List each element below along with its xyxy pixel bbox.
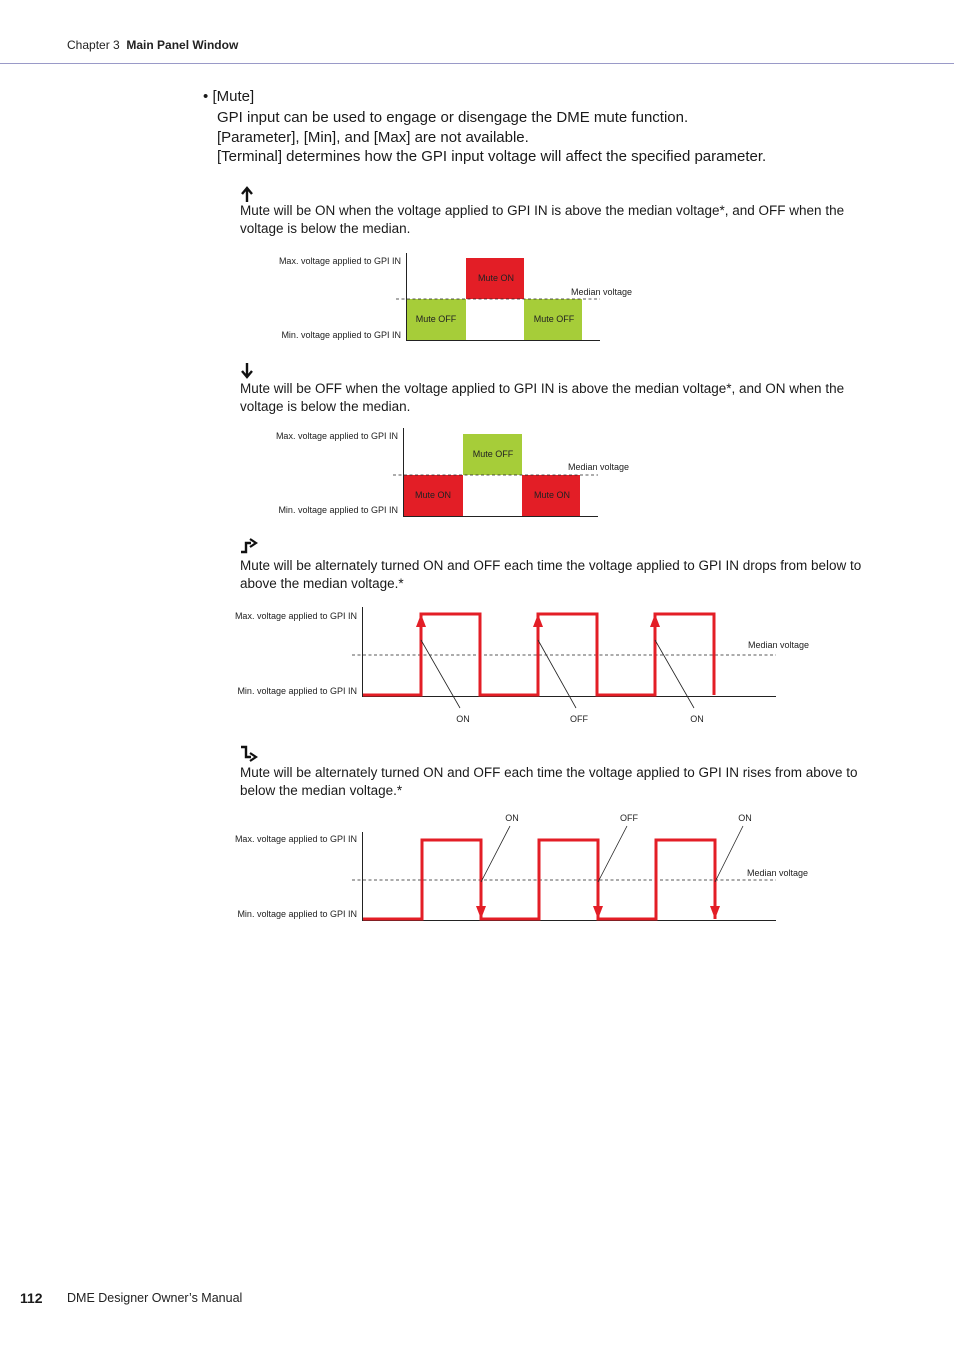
page-number: 112 — [20, 1290, 43, 1306]
min-voltage-label: Min. voltage applied to GPI IN — [278, 505, 398, 515]
callout-line — [481, 826, 510, 882]
parameter-title: [Mute] — [212, 88, 255, 105]
callout-line — [715, 826, 743, 882]
diagram-up — [279, 253, 632, 341]
state-label: ON — [456, 714, 470, 724]
min-voltage-label: Min. voltage applied to GPI IN — [281, 330, 401, 340]
median-voltage-label: Median voltage — [748, 640, 810, 650]
max-voltage-label: Max. voltage applied to GPI IN — [234, 834, 357, 844]
max-voltage-label: Max. voltage applied to GPI IN — [234, 611, 357, 621]
state-label: OFF — [570, 714, 588, 724]
block-label: Mute OFF — [415, 314, 457, 324]
min-voltage-label: Min. voltage applied to GPI IN — [237, 686, 357, 696]
state-label: ON — [505, 813, 519, 823]
callout-line — [655, 640, 694, 708]
max-voltage-label: Max. voltage applied to GPI IN — [278, 256, 401, 266]
median-voltage-label: Median voltage — [571, 287, 633, 297]
chapter-label: Chapter 3 — [67, 38, 120, 52]
bullet-mark: • — [203, 88, 209, 105]
terminal-rising-description: Mute will be alternately turned ON and OFF each time the voltage applied to GPI IN drops from below to above the median voltage.* — [240, 558, 862, 591]
gpi-waveform — [363, 840, 715, 919]
max-voltage-label: Max. voltage applied to GPI IN — [275, 431, 398, 441]
intro-line: [Terminal] determines how the GPI input voltage will affect the specified parameter. — [217, 148, 767, 165]
callout-line — [598, 826, 627, 882]
min-voltage-label: Min. voltage applied to GPI IN — [237, 909, 357, 919]
terminal-down-description: Mute will be OFF when the voltage applied to GPI IN is above the median voltage*, and ON when the voltage is below the median. — [240, 381, 845, 414]
state-label: OFF — [620, 813, 638, 823]
median-voltage-label: Median voltage — [568, 462, 630, 472]
block-label: Mute ON — [533, 490, 571, 500]
section-label: Main Panel Window — [126, 38, 239, 52]
terminal-up-description: Mute will be ON when the voltage applied to GPI IN is above the median voltage*, and OFF when the voltage is below the median. — [240, 203, 845, 236]
block-label: Mute OFF — [533, 314, 575, 324]
state-label: ON — [738, 813, 752, 823]
rising-edge-arrow — [416, 614, 426, 627]
block-label: Mute ON — [477, 273, 515, 283]
diagram-falling — [235, 813, 808, 921]
state-label: ON — [690, 714, 704, 724]
falling-edge-arrow — [593, 906, 603, 919]
diagram-rising — [235, 607, 809, 724]
diagram-down — [276, 428, 629, 517]
callout-line — [421, 640, 460, 708]
terminal-falling-description: Mute will be alternately turned ON and OFF each time the voltage applied to GPI IN rises from above to below the median voltage.* — [240, 765, 858, 798]
rising-edge-arrow — [533, 614, 543, 627]
callout-line — [538, 640, 576, 708]
median-voltage-label: Median voltage — [747, 868, 809, 878]
rising-edge-arrow — [650, 614, 660, 627]
block-label: Mute ON — [414, 490, 452, 500]
block-label: Mute OFF — [472, 449, 514, 459]
manual-title: DME Designer Owner’s Manual — [67, 1291, 243, 1305]
intro-line: GPI input can be used to engage or disengage the DME mute function. — [217, 109, 689, 126]
falling-edge-arrow — [476, 906, 486, 919]
falling-edge-arrow — [710, 906, 720, 919]
intro-line: [Parameter], [Min], and [Max] are not available. — [217, 128, 529, 146]
